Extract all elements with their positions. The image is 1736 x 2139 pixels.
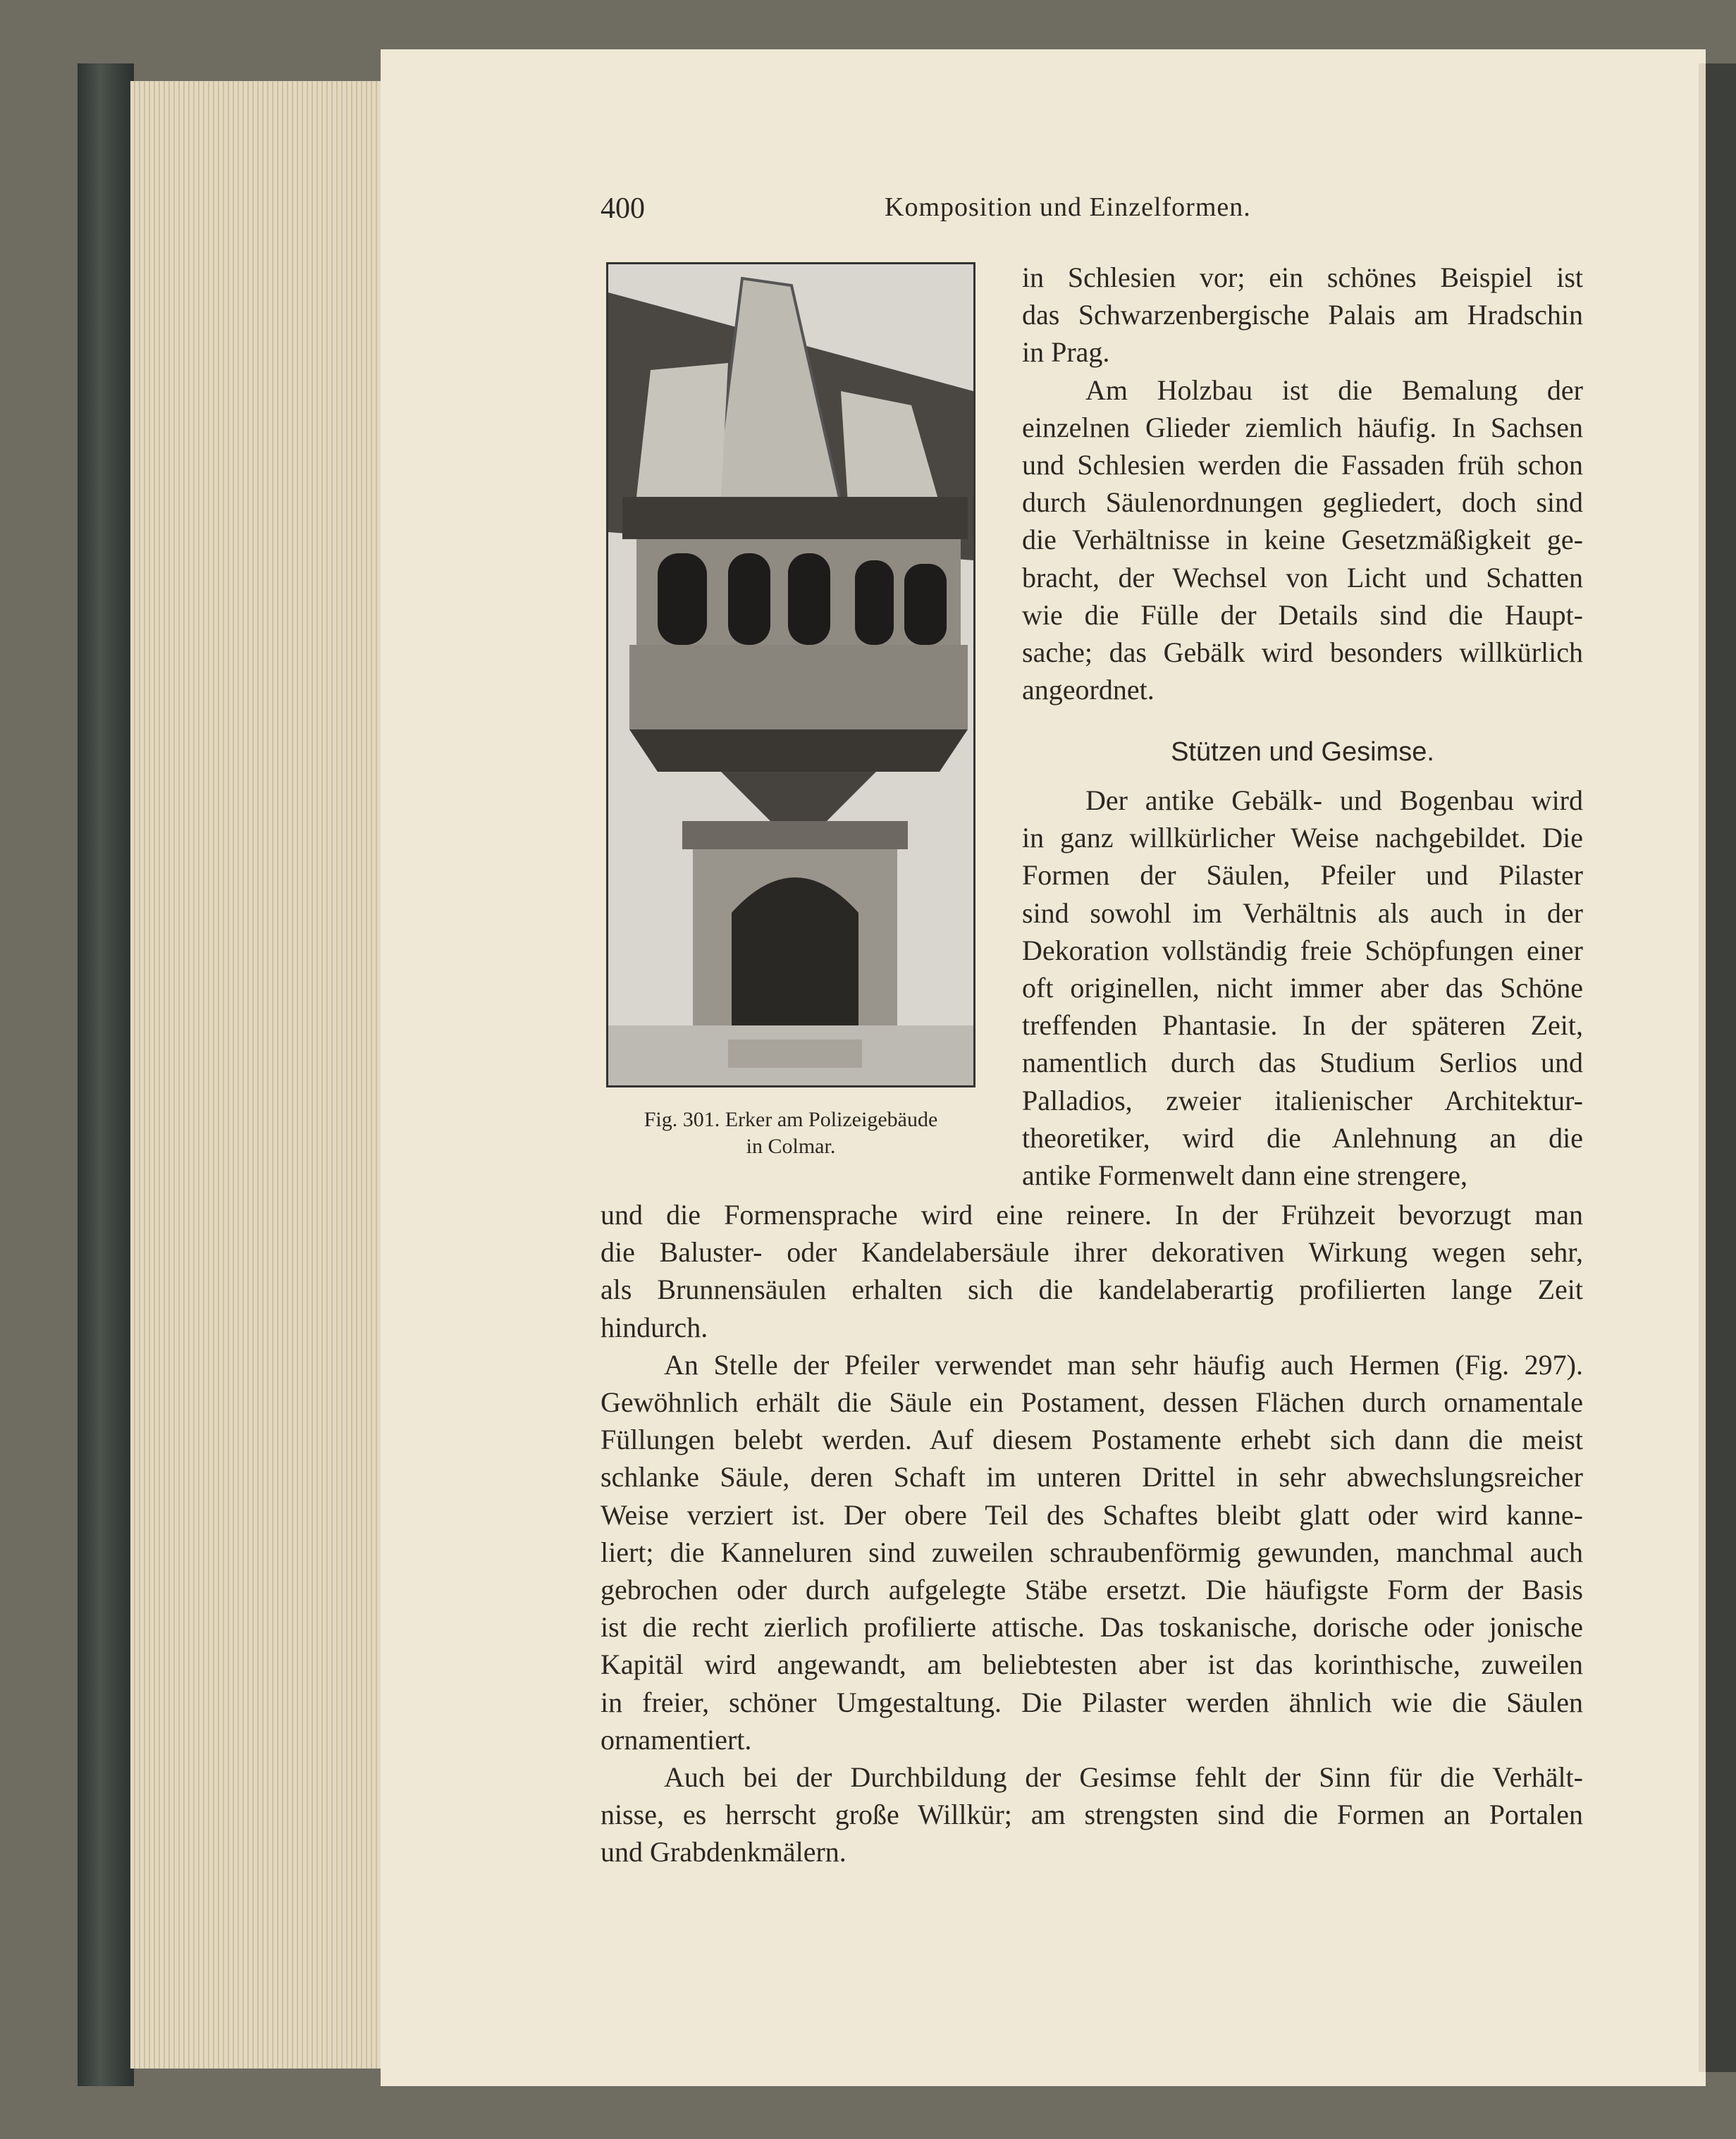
text-line: die Verhältnisse in keine Gesetzmäßigkeit ge- — [1022, 524, 1583, 556]
text-line: ist die recht zierlich profilierte attische. Das toskanische, dorische oder jonische — [601, 1611, 1583, 1644]
text-line: liert; die Kanneluren sind zuweilen schraubenförmig gewunden, manchmal auch — [601, 1536, 1583, 1568]
text-line: und Schlesien werden die Fassaden früh schon — [1022, 449, 1583, 481]
text-line: in freier, schöner Umgestaltung. Die Pilaster werden ähnlich wie die Säulen — [601, 1686, 1583, 1718]
text-line: Der antike Gebälk- und Bogenbau wird — [1085, 784, 1583, 816]
text-line: oft originellen, nicht immer aber das Schöne — [1022, 972, 1583, 1004]
text-line: sind sowohl im Verhältnis als auch in der — [1022, 896, 1583, 929]
text-line: nisse, es herrscht große Willkür; am strengsten sind die Formen an Portalen — [601, 1799, 1583, 1831]
text-line: in Schlesien vor; ein schönes Beispiel ist — [1022, 261, 1583, 293]
text-line: Am Holzbau ist die Bemalung der — [1085, 374, 1583, 406]
text-line: in ganz willkürlicher Weise nachgebildet. Die — [1022, 822, 1583, 854]
figure-photo-oriel-window — [606, 262, 975, 1087]
caption-line-2: in Colmar. — [746, 1135, 836, 1158]
right-cover-edge — [1706, 63, 1736, 2072]
text-line: Dekoration vollständig freie Schöpfungen einer — [1022, 934, 1583, 966]
page-edges — [130, 81, 384, 2069]
text-line: und die Formensprache wird eine reinere. In der Frühzeit bevorzugt man — [601, 1199, 1583, 1231]
figure-caption — [606, 1107, 975, 1160]
text-line: sache; das Gebälk wird besonders willkürlich — [1022, 636, 1583, 668]
text-line: die Baluster- oder Kandelabersäule ihrer dekorativen Wirkung wegen sehr, — [601, 1236, 1583, 1269]
text-line: Weise verziert ist. Der obere Teil des Schaftes bleibt glatt oder wird kanne- — [601, 1498, 1583, 1531]
text-line: und Grabdenkmälern. — [601, 1836, 847, 1868]
text-line: An Stelle der Pfeiler verwendet man sehr häufig auch Hermen (Fig. 297). — [664, 1348, 1583, 1381]
text-line: Kapitäl wird angewandt, am beliebtesten aber ist das korinthische, zuweilen — [601, 1648, 1583, 1681]
text-line: das Schwarzenbergische Palais am Hradschin — [1022, 299, 1583, 331]
text-line: gebrochen oder durch aufgelegte Stäbe ersetzt. Die häufigste Form der Basis — [601, 1574, 1583, 1605]
text-line: namentlich durch das Studium Serlios und — [1022, 1047, 1583, 1079]
text-line: Füllungen belebt werden. Auf diesem Postamente erhebt sich dann die meist — [601, 1424, 1583, 1456]
text-line: Palladios, zweier italienischer Architektur- — [1022, 1084, 1583, 1116]
text-line: in Prag. — [1022, 336, 1110, 369]
text-line: Formen der Säulen, Pfeiler und Pilaster — [1022, 859, 1583, 892]
text-line: antike Formenwelt dann eine strengere, — [1022, 1159, 1467, 1191]
text-line: schlanke Säule, deren Schaft im unteren Drittel in sehr abwechslungsreicher — [601, 1461, 1583, 1493]
section-heading: Stützen und Gesimse. — [1171, 737, 1434, 767]
text-line: als Brunnensäulen erhalten sich die kandelaberartig profilierten lange Zeit — [601, 1274, 1583, 1306]
text-line: hindurch. — [601, 1311, 708, 1343]
text-line: angeordnet. — [1022, 674, 1155, 706]
text-line: ornamentiert. — [601, 1723, 752, 1756]
text-line: treffenden Phantasie. In der späteren Zeit, — [1022, 1009, 1583, 1042]
running-title: Komposition und Einzelformen. — [885, 192, 1251, 222]
book-cover-edge — [78, 63, 134, 2086]
text-line: theoretiker, wird die Anlehnung an die — [1022, 1121, 1583, 1154]
text-line: Gewöhnlich erhält die Säule ein Postament, dessen Flächen durch ornamentale — [601, 1386, 1583, 1418]
text-line: einzelnen Glieder ziemlich häufig. In Sachsen — [1022, 411, 1583, 443]
text-line: Auch bei der Durchbildung der Gesimse fehlt der Sinn für die Verhält- — [664, 1761, 1583, 1793]
text-line: durch Säulenordnungen gegliedert, doch sind — [1022, 486, 1583, 519]
caption-line-1: Fig. 301. Erker am Polizeigebäude — [644, 1108, 938, 1131]
text-line: wie die Fülle der Details sind die Haupt- — [1022, 598, 1583, 631]
page-number: 400 — [601, 192, 645, 225]
text-line: bracht, der Wechsel von Licht und Schatten — [1022, 561, 1583, 593]
oriel-illustration — [608, 264, 973, 1085]
